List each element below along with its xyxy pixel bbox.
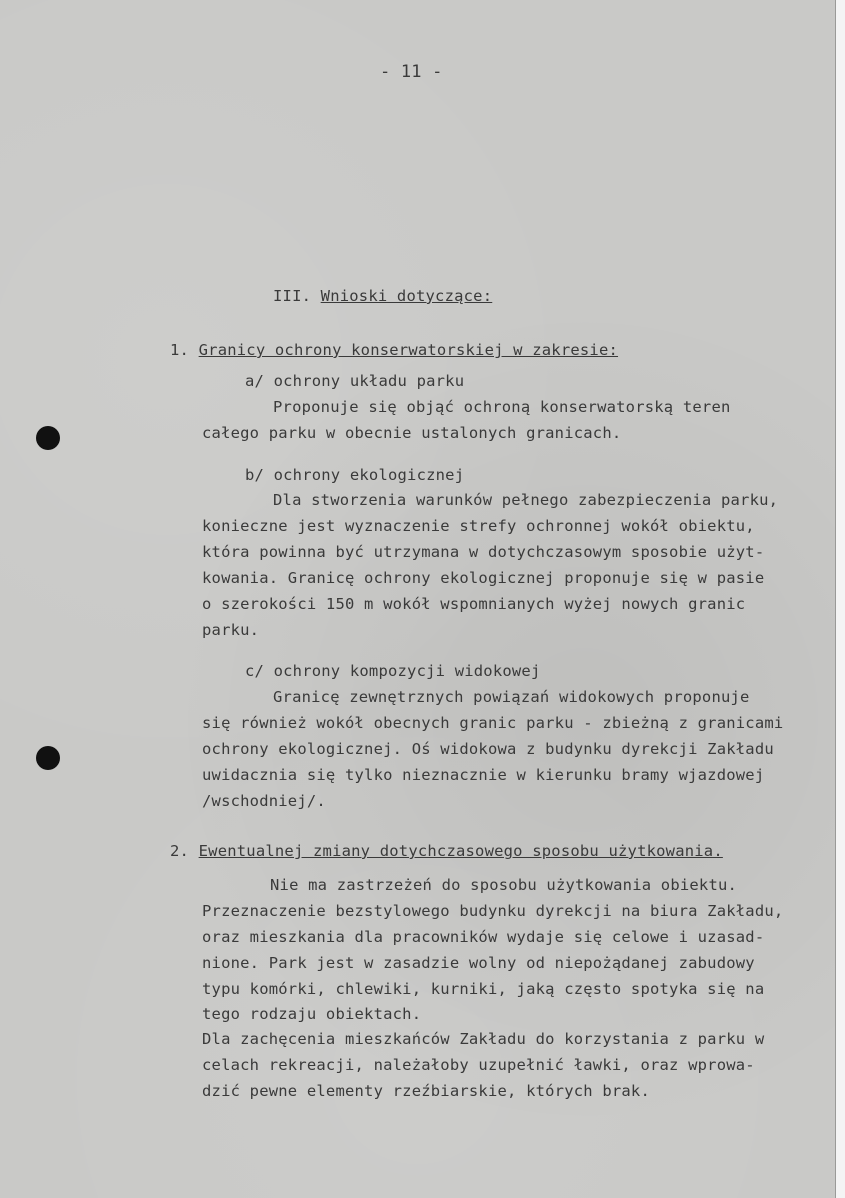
text-line: Nie ma zastrzeżeń do sposobu użytkowania obiektu. [270, 876, 738, 894]
page-edge [835, 0, 845, 1198]
text-line: Proponuje się objąć ochroną konserwatorską teren [273, 398, 731, 416]
text-line: całego parku w obecnie ustalonych granicach. [202, 424, 622, 442]
text-line: konieczne jest wyznaczenie strefy ochronnej wokół obiektu, [202, 517, 755, 535]
item1-b-label: b/ ochrony ekologicznej [245, 466, 465, 484]
punch-hole [36, 746, 60, 770]
text-line: Dla stworzenia warunków pełnego zabezpieczenia parku, [273, 491, 779, 509]
item1-c-label: c/ ochrony kompozycji widokowej [245, 662, 541, 680]
text-line: Granicę zewnętrznych powiązań widokowych proponuje [273, 688, 750, 706]
text-line: tego rodzaju obiektach. [202, 1005, 422, 1023]
text-line: oraz mieszkania dla pracowników wydaje się celowe i uzasad- [202, 928, 765, 946]
text-line: która powinna być utrzymana w dotychczasowym sposobie użyt- [202, 543, 765, 561]
text-line: uwidacznia się tylko nieznacznie w kierunku bramy wjazdowej [202, 766, 765, 784]
item1-number: 1. [170, 341, 190, 359]
section-heading-title: Wnioski dotyczące: [320, 287, 493, 305]
text-line: o szerokości 150 m wokół wspomnianych wyżej nowych granic [202, 595, 746, 613]
punch-hole [36, 426, 60, 450]
text-line: typu komórki, chlewiki, kurniki, jaką często spotyka się na [202, 980, 765, 998]
page-number: - 11 - [380, 62, 443, 82]
text-line: się również wokół obecnych granic parku - zbieżną z granicami [202, 714, 784, 732]
item2-number: 2. [170, 842, 190, 860]
item1-a-label: a/ ochrony układu parku [245, 372, 465, 390]
text-line: celach rekreacji, należałoby uzupełnić ławki, oraz wprowa- [202, 1056, 755, 1074]
text-line: /wschodniej/. [202, 792, 326, 810]
text-line: dzić pewne elementy rzeźbiarskie, których brak. [202, 1082, 650, 1100]
item2-title: Ewentualnej zmiany dotychczasowego sposobu użytkowania. [198, 842, 723, 860]
section-heading [273, 287, 492, 305]
text-line: nione. Park jest w zasadzie wolny od niepożądanej zabudowy [202, 954, 755, 972]
item1-title: Granicy ochrony konserwatorskiej w zakresie: [198, 341, 619, 359]
text-line: Dla zachęcenia mieszkańców Zakładu do korzystania z parku w [202, 1030, 765, 1048]
text-line: kowania. Granicę ochrony ekologicznej proponuje się w pasie [202, 569, 765, 587]
item1-heading [170, 341, 618, 359]
section-heading-prefix: III. [273, 287, 321, 305]
item2-heading [170, 842, 723, 860]
text-line: parku. [202, 621, 260, 639]
text-line: Przeznaczenie bezstylowego budynku dyrekcji na biura Zakładu, [202, 902, 784, 920]
text-line: ochrony ekologicznej. Oś widokowa z budynku dyrekcji Zakładu [202, 740, 774, 758]
